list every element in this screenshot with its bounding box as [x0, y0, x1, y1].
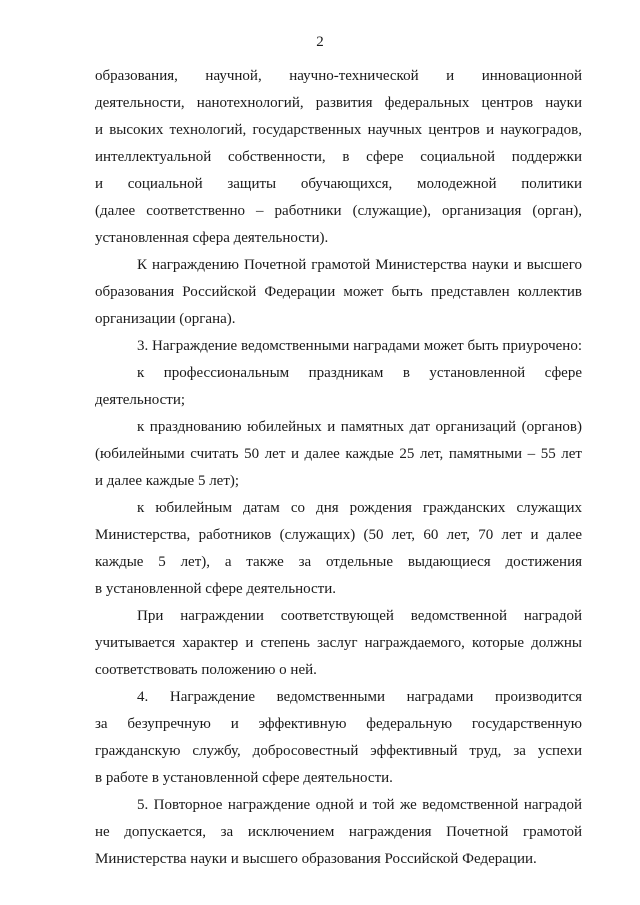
- text-line: и далее каждые 5 лет);: [95, 473, 240, 489]
- text-line: 4. Награждение ведомственными наградами производится: [137, 689, 582, 705]
- text-line: каждые 5 лет), а также за отдельные выдающиеся достижения: [95, 554, 582, 570]
- text-line: образования Российской Федерации может быть представлен коллектив: [95, 284, 582, 300]
- text-line: 5. Повторное награждение одной и той же ведомственной наградой: [137, 797, 582, 813]
- page-number: 2: [316, 34, 324, 50]
- text-line: образования, научной, научно-технической и инновационной: [95, 68, 582, 84]
- text-line: в установленной сфере деятельности.: [95, 581, 337, 597]
- text-line: 3. Награждение ведомственными наградами может быть приурочено:: [137, 338, 582, 354]
- text-line: (юбилейными считать 50 лет и далее каждые 25 лет, памятными – 55 лет: [95, 446, 582, 462]
- text-line: гражданскую службу, добросовестный эффективный труд, за успехи: [95, 743, 582, 759]
- text-line: деятельности, нанотехнологий, развития федеральных центров науки: [95, 95, 582, 111]
- text-line: При награждении соответствующей ведомственной наградой: [137, 608, 582, 624]
- text-line: к профессиональным праздникам в установленной сфере: [137, 365, 582, 381]
- text-line: интеллектуальной собственности, в сфере социальной поддержки: [95, 149, 582, 165]
- text-line: учитывается характер и степень заслуг награждаемого, которые должны: [95, 635, 582, 651]
- text-line: организации (органа).: [95, 311, 236, 327]
- text-line: к юбилейным датам со дня рождения гражданских служащих: [137, 500, 582, 516]
- text-line: К награждению Почетной грамотой Министерства науки и высшего: [137, 257, 582, 273]
- text-line: деятельности;: [95, 392, 186, 408]
- text-line: к празднованию юбилейных и памятных дат организаций (органов): [137, 419, 582, 435]
- text-line: и социальной защиты обучающихся, молодежной политики: [95, 176, 582, 192]
- text-line: (далее соответственно – работники (служащие), организация (орган),: [95, 203, 582, 219]
- text-line: за безупречную и эффективную федеральную государственную: [95, 716, 582, 732]
- text-line: не допускается, за исключением награждения Почетной грамотой: [95, 824, 582, 840]
- text-line: Министерства, работников (служащих) (50 лет, 60 лет, 70 лет и далее: [95, 527, 582, 543]
- text-line: соответствовать положению о ней.: [95, 662, 317, 678]
- text-line: в работе в установленной сфере деятельности.: [95, 770, 393, 786]
- text-line: установленная сфера деятельности).: [95, 230, 329, 246]
- text-line: и высоких технологий, государственных научных центров и наукоградов,: [95, 122, 582, 138]
- text-line: Министерства науки и высшего образования Российской Федерации.: [95, 851, 537, 867]
